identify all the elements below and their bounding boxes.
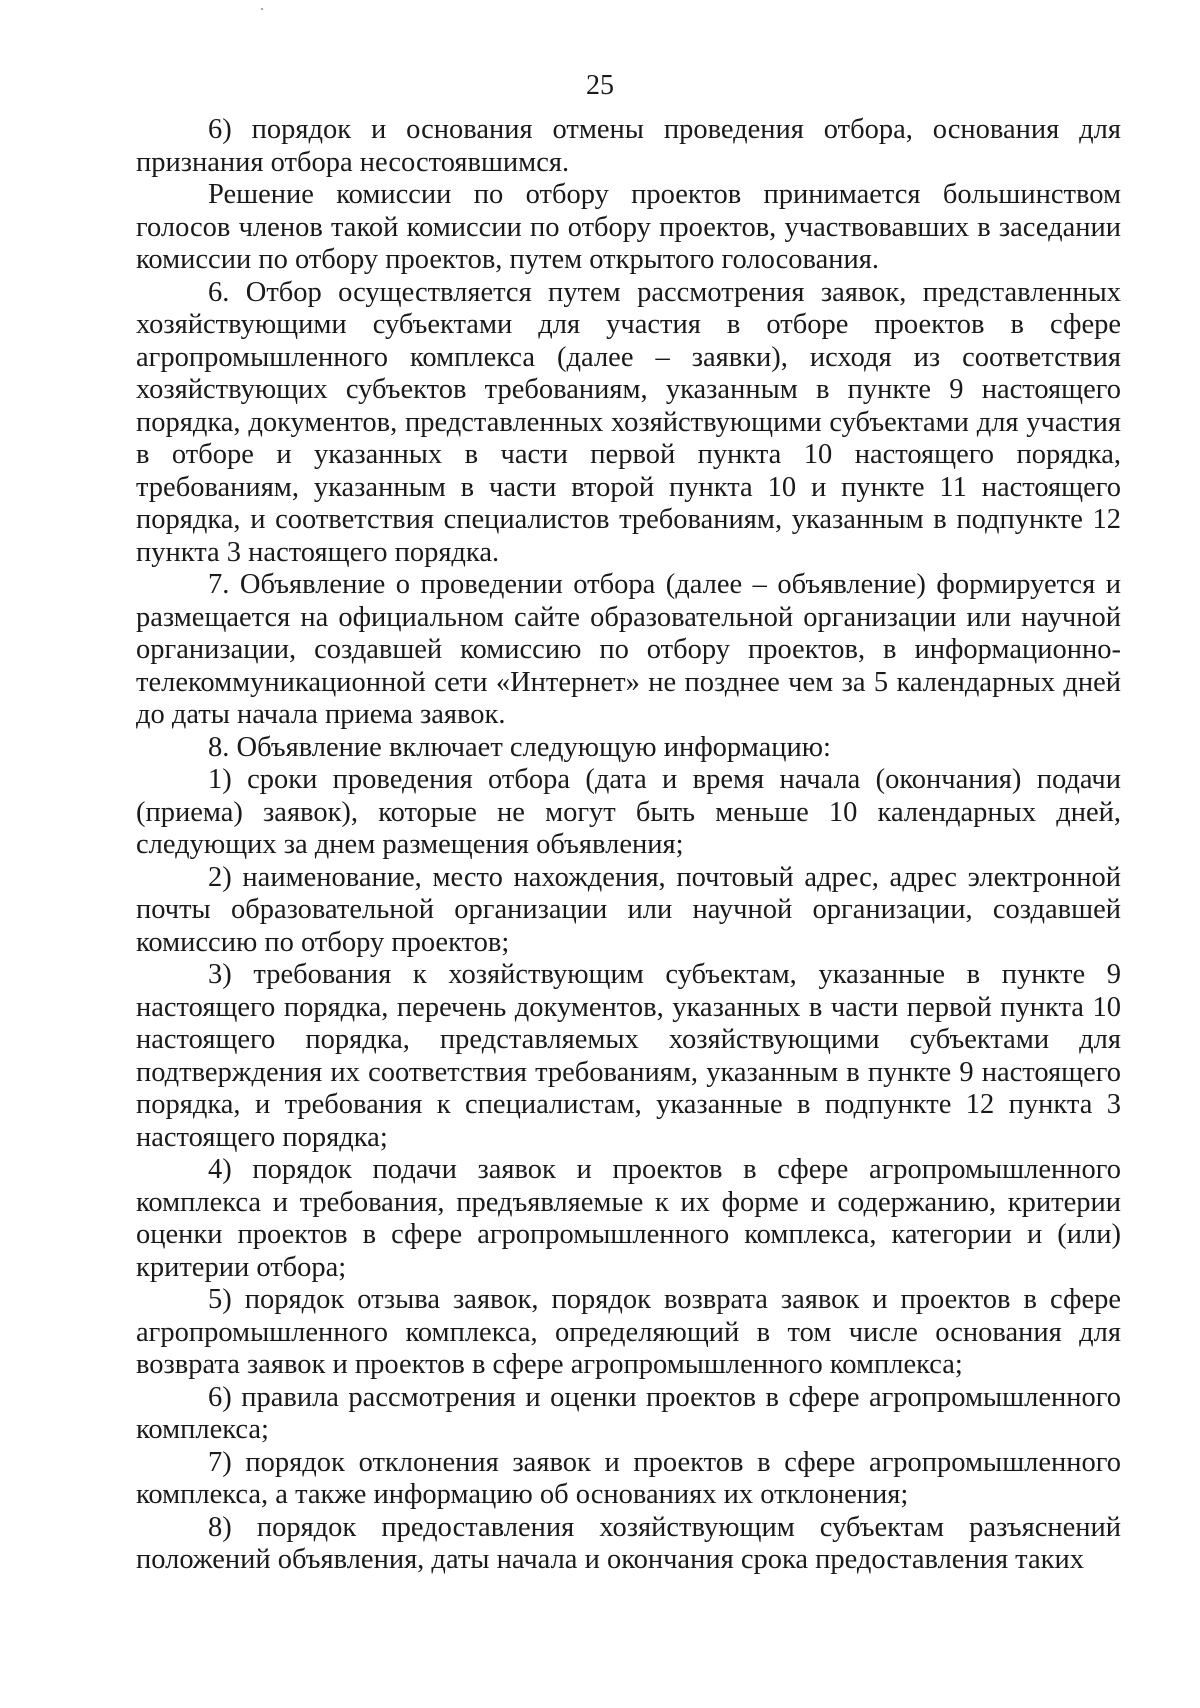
paragraph-clause-8: 8. Объявление включает следующую информацию: bbox=[208, 731, 831, 763]
document-body bbox=[136, 114, 1121, 1577]
list-item-7: 7) порядок отклонения заявок и проектов в сфере агропромышленного комплекса, а также информацию об основаниях их отклонения; bbox=[136, 1446, 1121, 1510]
list-item-8: 8) порядок предоставления хозяйствующим субъектам разъяснений положений объявления, даты начала и окончания срока предоставления таких bbox=[136, 1511, 1121, 1575]
paragraph-item-6-cancellation: 6) порядок и основания отмены проведения отбора, основания для признания отбора несостоявшимся. bbox=[136, 114, 1121, 178]
list-item-6: 6) правила рассмотрения и оценки проектов в сфере агропромышленного комплекса; bbox=[136, 1381, 1121, 1445]
page-number: 25 bbox=[586, 70, 614, 101]
list-item-2: 2) наименование, место нахождения, почтовый адрес, адрес электронной почты образовательной организации или научной организации, создавшей комиссию по отбору проектов; bbox=[136, 861, 1121, 958]
list-item-1: 1) сроки проведения отбора (дата и время начала (окончания) подачи (приема) заявок), которые не могут быть меньше 10 календарных дней, следующих за днем размещения объявления; bbox=[136, 764, 1121, 860]
list-item-5: 5) порядок отзыва заявок, порядок возврата заявок и проектов в сфере агропромышленного комплекса, определяющий в том числе основания для возврата заявок и проектов в сфере агропромышленного комплекса; bbox=[136, 1284, 1121, 1380]
list-item-4: 4) порядок подачи заявок и проектов в сфере агропромышленного комплекса и требования, предъявляемые к их форме и содержанию, критерии оценки проектов в сфере агропромышленного комплекса, категории и (или) критерии отбора; bbox=[136, 1154, 1121, 1283]
paragraph-clause-7: 7. Объявление о проведении отбора (далее – объявление) формируется и размещается на официальном сайте образовательной организации или научной организации, создавшей комиссию по отбору проектов, в информационно-телекоммуникационной сети «Интернет» не позднее чем за 5 календарных дней до даты начала приема заявок. bbox=[136, 569, 1121, 730]
paragraph-commission-decision: Решение комиссии по отбору проектов принимается большинством голосов членов такой комиссии по отбору проектов, участвовавших в заседании комиссии по отбору проектов, путем открытого голосования. bbox=[136, 179, 1121, 275]
paragraph-clause-6: 6. Отбор осуществляется путем рассмотрения заявок, представленных хозяйствующими субъектами для участия в отборе проектов в сфере агропромышленного комплекса (далее – заявки), исходя из соответствия хозяйствующих субъектов требованиям, указанным в пункте 9 настоящего порядка, документов, представленных хозяйствующими субъектами для участия в отборе и указанных в части первой пункта 10 настоящего порядка, требованиям, указанным в части второй пункта 10 и пункте 11 настоящего порядка, и соответствия специалистов требованиям, указанным в подпункте 12 пункта 3 настоящего порядка. bbox=[136, 276, 1121, 568]
list-item-3: 3) требования к хозяйствующим субъектам, указанные в пункте 9 настоящего порядка, перечень документов, указанных в части первой пункта 10 настоящего порядка, представляемых хозяйствующими субъектами для подтверждения их соответствия требованиям, указанным в пункте 9 настоящего порядка, и требования к специалистам, указанные в подпункте 12 пункта 3 настоящего порядка; bbox=[136, 959, 1121, 1153]
scan-speck bbox=[261, 8, 263, 10]
